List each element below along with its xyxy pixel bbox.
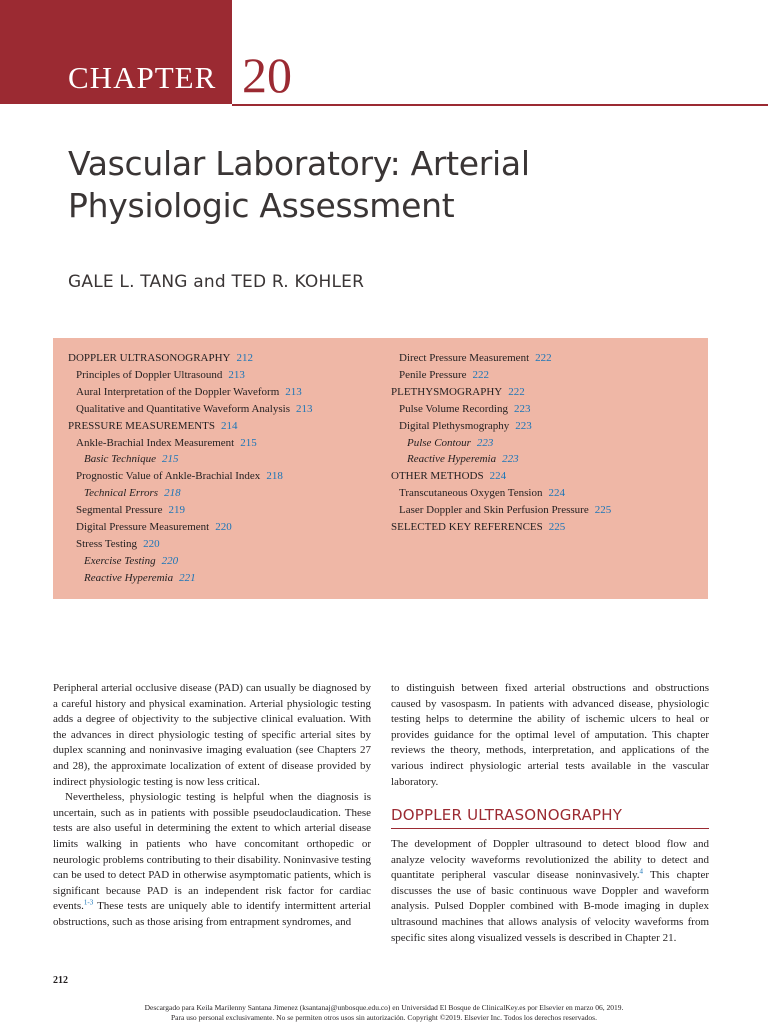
toc-entry-title: SELECTED KEY REFERENCES bbox=[391, 521, 543, 534]
toc-entry[interactable] bbox=[68, 418, 388, 435]
toc-entry[interactable] bbox=[68, 367, 388, 384]
section-heading: DOPPLER ULTRASONOGRAPHY bbox=[391, 806, 623, 824]
toc-entry-title: Laser Doppler and Skin Perfusion Pressure bbox=[399, 504, 589, 517]
toc-entry-title: Qualitative and Quantitative Waveform Analysis bbox=[76, 402, 290, 415]
chapter-rule bbox=[232, 104, 768, 106]
toc-left-column bbox=[68, 350, 388, 587]
toc-entry-page[interactable]: 218 bbox=[164, 487, 181, 500]
toc-entry-page[interactable]: 222 bbox=[508, 385, 525, 398]
toc-entry-title: Basic Technique bbox=[84, 453, 156, 466]
chapter-label: CHAPTER bbox=[68, 60, 217, 95]
toc-entry[interactable] bbox=[68, 451, 388, 468]
toc-entry[interactable] bbox=[391, 451, 701, 468]
toc-entry[interactable] bbox=[391, 485, 701, 502]
toc-entry[interactable] bbox=[391, 519, 701, 536]
toc-entry-page[interactable]: 218 bbox=[266, 470, 283, 483]
body-left-column bbox=[53, 681, 371, 931]
toc-entry-title: Prognostic Value of Ankle-Brachial Index bbox=[76, 470, 261, 483]
toc-entry-title: Reactive Hyperemia bbox=[84, 571, 174, 584]
toc-entry-page[interactable]: 223 bbox=[476, 436, 494, 449]
toc-entry-page[interactable]: 225 bbox=[548, 521, 566, 534]
toc-entry-page[interactable]: 223 bbox=[513, 402, 531, 415]
footer-line: Descargado para Keila Marilenny Santana Jimenez (ksantanaj@unbosque.edu.co) en Universidad El Bosque de ClinicalKey.es por Elsevier en marzo 06, 2019. bbox=[144, 1003, 624, 1012]
reference-link[interactable]: 4 bbox=[639, 867, 644, 876]
body-text: Nevertheless, physiologic testing is helpful when the diagnosis is uncertain, such as in patients with possible pseudoclaudication. These tests are also useful in determining the extent to which arterial disease limits walking in patients who have concomitant orthopedic or neurologic problems contributing to their disability. Noninvasive testing can be used to detect PAD in otherwise asymptomatic patients, which is significant because PAD is an independent risk factor for cardiac events. bbox=[53, 791, 371, 913]
toc-entry[interactable] bbox=[68, 536, 388, 553]
toc-entry-page[interactable]: 221 bbox=[179, 571, 196, 584]
toc-entry[interactable] bbox=[68, 485, 388, 502]
body-paragraph bbox=[53, 790, 371, 930]
toc-entry-title: Reactive Hyperemia bbox=[407, 453, 497, 466]
toc-entry[interactable] bbox=[68, 570, 388, 587]
toc-entry-page[interactable]: 212 bbox=[236, 352, 253, 364]
body-text: The development of Doppler ultrasound to detect blood flow and analyze velocity waveforms revolutionized the ability to detect and quantitate peripheral vascular disease noninvasively. bbox=[391, 838, 709, 882]
toc-entry[interactable] bbox=[68, 401, 388, 418]
toc-entry[interactable] bbox=[391, 401, 701, 418]
toc-entry[interactable] bbox=[391, 384, 701, 401]
toc-entry[interactable] bbox=[391, 350, 701, 367]
toc-entry-page[interactable]: 215 bbox=[162, 453, 179, 466]
body-right-column bbox=[391, 681, 709, 790]
toc-entry[interactable] bbox=[68, 553, 388, 570]
toc-entry-page[interactable]: 214 bbox=[221, 419, 238, 432]
toc-entry-page[interactable]: 222 bbox=[472, 368, 490, 381]
toc-entry-page[interactable]: 220 bbox=[215, 521, 232, 534]
toc-entry[interactable] bbox=[391, 468, 701, 485]
toc-entry[interactable] bbox=[68, 350, 388, 367]
download-footer bbox=[0, 1003, 768, 1023]
toc-entry[interactable] bbox=[391, 435, 701, 452]
body-paragraph: to distinguish between fixed arterial obstructions and obstructions caused by vasospasm. In patients with advanced disease, physiologic testing helps to determine the ability of ischemic ulcers to heal or provides guidance for the optimal level of amputation. This chapter reviews the theory, methods, interpretation, and applications of the various indirect physiologic arterial tests available in the vascular laboratory. bbox=[391, 682, 709, 788]
body-text: This chapter discusses the use of basic continuous wave Doppler and waveform analysis. Pulsed Doppler combined with B-mode imaging in duplex ultrasound machines that allows analysis of velocity waveforms from specific sites along visualized vessels is described in Chapter 21. bbox=[391, 869, 709, 944]
toc-entry-title: DOPPLER ULTRASONOGRAPHY bbox=[68, 352, 231, 364]
toc-entry-title: OTHER METHODS bbox=[391, 470, 484, 483]
body-paragraph bbox=[391, 837, 709, 946]
toc-entry-title: Pulse Volume Recording bbox=[399, 402, 508, 415]
chapter-authors: GALE L. TANG and TED R. KOHLER bbox=[68, 272, 365, 292]
toc-entry[interactable] bbox=[68, 435, 388, 452]
chapter-banner bbox=[0, 0, 232, 104]
toc-entry[interactable] bbox=[391, 367, 701, 384]
toc-entry-title: Transcutaneous Oxygen Tension bbox=[399, 487, 543, 500]
toc-entry-page[interactable]: 222 bbox=[535, 352, 552, 364]
toc-entry-page[interactable]: 223 bbox=[515, 419, 532, 432]
footer-line: Para uso personal exclusivamente. No se permiten otros usos sin autorización. Copyright ©2019. Elsevier Inc. Todos los derechos reservados. bbox=[171, 1013, 597, 1022]
body-paragraph: Peripheral arterial occlusive disease (PAD) can usually be diagnosed by a careful history and physical examination. Arterial physiologic testing adds a degree of objectivity to the subjective clinical evaluation. With the advances in direct physiologic testing of specific arterial sites by duplex scanning and noninvasive imaging evaluation (see Chapters 27 and 28), the approximate localization of extent of disease provided by indirect physiologic testing is now less critical. bbox=[53, 682, 371, 788]
toc-entry-title: Direct Pressure Measurement bbox=[399, 352, 530, 364]
toc-entry[interactable] bbox=[391, 418, 701, 435]
toc-entry-title: Principles of Doppler Ultrasound bbox=[76, 368, 223, 381]
toc-entry-title: PLETHYSMOGRAPHY bbox=[391, 385, 503, 398]
reference-link[interactable]: 1-3 bbox=[83, 898, 94, 907]
toc-entry-page[interactable]: 213 bbox=[228, 368, 245, 381]
toc-entry[interactable] bbox=[391, 502, 701, 519]
toc-entry[interactable] bbox=[68, 384, 388, 401]
table-of-contents bbox=[53, 338, 708, 599]
section-rule bbox=[391, 828, 709, 829]
toc-entry-page[interactable]: 220 bbox=[143, 537, 160, 550]
toc-entry-page[interactable]: 219 bbox=[168, 504, 185, 517]
toc-entry[interactable] bbox=[68, 502, 388, 519]
toc-entry-title: Technical Errors bbox=[84, 487, 159, 500]
toc-entry-title: Pulse Contour bbox=[407, 436, 471, 449]
toc-entry-title: Penile Pressure bbox=[399, 368, 467, 381]
toc-entry-title: Segmental Pressure bbox=[76, 504, 163, 517]
toc-entry-page[interactable]: 225 bbox=[594, 504, 612, 517]
toc-entry-title: Digital Plethysmography bbox=[399, 419, 510, 432]
toc-entry-title: Digital Pressure Measurement bbox=[76, 521, 210, 534]
toc-entry-title: Exercise Testing bbox=[84, 554, 156, 567]
toc-entry-page[interactable]: 220 bbox=[161, 554, 179, 567]
chapter-number: 20 bbox=[242, 47, 292, 103]
toc-entry-page[interactable]: 223 bbox=[502, 453, 519, 466]
toc-entry-title: PRESSURE MEASUREMENTS bbox=[68, 419, 216, 432]
toc-entry-page[interactable]: 213 bbox=[285, 385, 302, 398]
body-right-column-section bbox=[391, 837, 709, 946]
toc-entry[interactable] bbox=[68, 519, 388, 536]
toc-entry[interactable] bbox=[68, 468, 388, 485]
body-text: These tests are uniquely able to identify intermittent arterial obstructions, such as those arising from entrapment syndromes, and bbox=[53, 900, 371, 928]
chapter-title: Vascular Laboratory: Arterial Physiologic Assessment bbox=[68, 144, 530, 225]
page-number: 212 bbox=[53, 975, 68, 986]
toc-entry-page[interactable]: 215 bbox=[240, 436, 257, 449]
toc-entry-page[interactable]: 224 bbox=[548, 487, 565, 500]
toc-entry-title: Ankle-Brachial Index Measurement bbox=[76, 436, 235, 449]
toc-entry-title: Aural Interpretation of the Doppler Waveform bbox=[76, 385, 280, 398]
toc-entry-title: Stress Testing bbox=[76, 537, 138, 550]
toc-entry-page[interactable]: 213 bbox=[295, 402, 313, 415]
toc-right-column bbox=[391, 350, 701, 536]
toc-entry-page[interactable]: 224 bbox=[489, 470, 507, 483]
